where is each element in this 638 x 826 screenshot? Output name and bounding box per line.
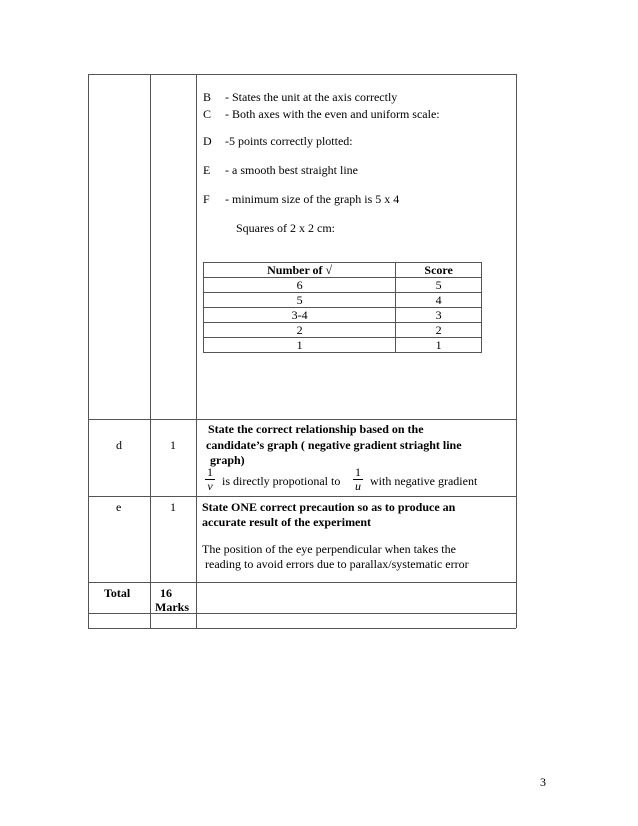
table-row [204,338,482,353]
score-cell: 1 [396,338,482,353]
score-cell: 4 [396,293,482,308]
ticks-cell: 6 [204,278,396,293]
header-score: Score [396,263,482,278]
table-top-border [88,74,516,75]
criterion-letter: F [203,192,210,206]
col-border-right [516,74,517,628]
total-marks-word: Marks [155,600,189,614]
relationship-middle-text: is directly propotional to [222,474,341,488]
row-d-mark: 1 [170,438,176,452]
row-divider-d [88,419,516,420]
criterion-letter: E [203,163,211,177]
row-d-heading-line1: State the correct relationship based on the [208,422,424,436]
criterion-text: - a smooth best straight line [225,163,358,177]
ticks-cell: 2 [204,323,396,338]
score-table-header-row [204,263,482,278]
criterion-letter: C [203,107,212,121]
row-e-heading-line2: accurate result of the experiment [202,515,372,529]
criterion-text: - States the unit at the axis correctly [225,90,398,104]
row-e-heading-line1: State ONE correct precaution so as to produce an [202,500,456,514]
row-divider-e [88,496,516,497]
score-table [203,262,482,353]
score-cell: 2 [396,323,482,338]
row-e-answer-line1: The position of the eye perpendicular when takes the [202,542,456,556]
table-row [204,323,482,338]
squares-note: Squares of 2 x 2 cm: [236,221,335,235]
criterion-text: -5 points correctly plotted: [225,134,353,148]
total-label: Total [104,586,131,600]
relationship-end-text: with negative gradient [370,474,478,488]
fraction-one-over-v [205,466,215,493]
table-bottom-border [88,628,516,629]
row-divider-total [88,582,516,583]
row-e-label: e [116,500,122,514]
fraction-one-over-u [353,466,363,493]
col-border-left [88,74,89,628]
page-number: 3 [540,775,546,789]
criterion-text: - minimum size of the graph is 5 x 4 [225,192,400,206]
fraction-denominator: u [355,479,361,493]
row-d-heading-line3: graph) [210,453,245,467]
row-d-label: d [116,438,122,452]
criterion-letter: D [203,134,212,148]
ticks-cell: 1 [204,338,396,353]
header-number-of-ticks: Number of √ [204,263,396,278]
row-d-heading-line2: candidate’s graph ( negative gradient striaght line [206,438,462,452]
score-cell: 3 [396,308,482,323]
col-border-2 [196,74,197,628]
ticks-cell: 5 [204,293,396,308]
row-e-mark: 1 [170,500,176,514]
row-e-answer-line2: reading to avoid errors due to parallax/systematic error [202,557,469,571]
fraction-numerator: 1 [355,465,361,479]
fraction-denominator: v [207,479,213,493]
score-cell: 5 [396,278,482,293]
table-row [204,308,482,323]
criterion-letter: B [203,90,212,104]
criterion-text: - Both axes with the even and uniform scale: [225,107,440,121]
ticks-cell: 3-4 [204,308,396,323]
total-marks-number: 16 [160,586,172,600]
row-divider-last [88,613,516,614]
table-row [204,278,482,293]
col-border-1 [150,74,151,628]
fraction-numerator: 1 [207,465,213,479]
table-row [204,293,482,308]
